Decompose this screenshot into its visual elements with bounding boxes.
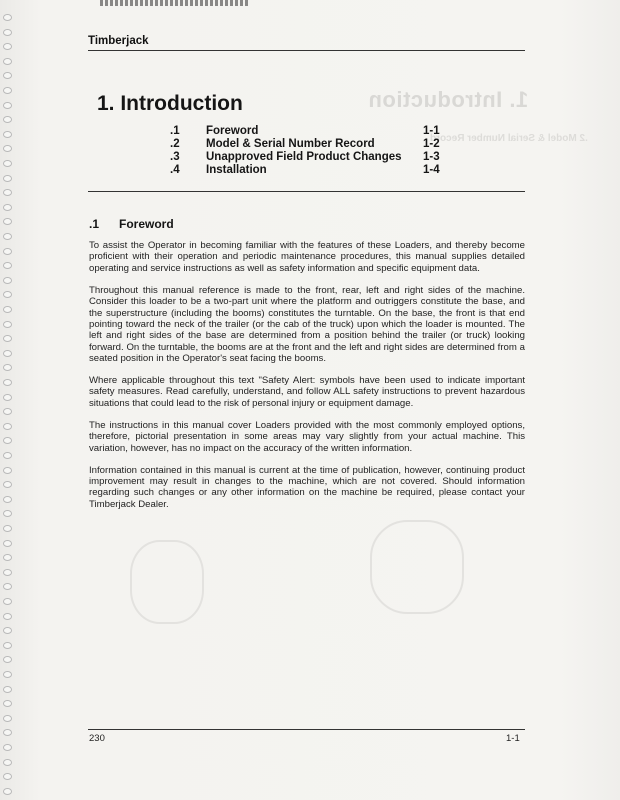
section-title: Foreword — [119, 217, 174, 231]
binder-hole — [3, 540, 12, 547]
binder-hole — [3, 729, 12, 736]
binder-hole — [3, 700, 12, 707]
binder-hole — [3, 189, 12, 196]
binder-hole — [3, 467, 12, 474]
bleed-through-heading: .2 Model & Serial Number Record — [430, 133, 588, 144]
binder-hole — [3, 394, 12, 401]
paragraph: Information contained in this manual is current at the time of publication, however, continuing product improvement may result in changes to the machine, which are not covered. Should information regarding such changes or any other information on the machine be required, please contact your Timberjack Dealer. — [89, 464, 525, 510]
toc-title: Model & Serial Number Record — [206, 138, 375, 150]
binder-hole — [3, 204, 12, 211]
toc-page: 1-4 — [423, 164, 440, 176]
toc-rule — [88, 191, 525, 192]
binder-hole — [3, 583, 12, 590]
toc-page: 1-3 — [423, 151, 440, 163]
paragraph: The instructions in this manual cover Loaders provided with the most commonly employed options, therefore, pictorial presentation in some areas may vary slightly from your actual machine. This variation, however, has no impact on the accuracy of the written information. — [89, 419, 525, 454]
binder-hole — [3, 262, 12, 269]
chapter-title: 1. Introduction — [97, 92, 243, 115]
binder-hole — [3, 510, 12, 517]
binder-hole — [3, 759, 12, 766]
binder-hole — [3, 145, 12, 152]
bleed-through-title: 1. Introduction — [368, 87, 529, 112]
paragraph: Where applicable throughout this text "Safety Alert: symbols have been used to indicate important safety measures. Read carefully, understand, and follow ALL safety instructions to prevent hazardous situations that could lead to the risk of personal injury or equipment damage. — [89, 375, 525, 409]
binder-hole — [3, 116, 12, 123]
binder-hole — [3, 43, 12, 50]
toc-number: .2 — [170, 138, 180, 150]
binder-hole — [3, 613, 12, 620]
section-number: .1 — [89, 217, 100, 231]
toc-entry — [170, 151, 520, 164]
footer-page-number: 1-1 — [506, 733, 520, 744]
binder-hole — [3, 686, 12, 693]
binder-hole — [3, 277, 12, 284]
binder-hole — [3, 598, 12, 605]
body-text — [89, 240, 525, 521]
toc-entry — [170, 125, 520, 138]
binder-hole — [3, 671, 12, 678]
table-of-contents — [170, 125, 520, 177]
binder-hole — [3, 437, 12, 444]
toc-page: 1-1 — [423, 125, 440, 137]
bleed-through-graphic — [130, 540, 204, 624]
binder-hole — [3, 14, 12, 21]
binder-hole — [3, 408, 12, 415]
binder-hole — [3, 131, 12, 138]
binder-hole — [3, 452, 12, 459]
binder-hole — [3, 569, 12, 576]
binder-hole — [3, 321, 12, 328]
toc-page: 1-2 — [423, 138, 440, 150]
binder-hole — [3, 218, 12, 225]
toc-title: Unapproved Field Product Changes — [206, 151, 402, 163]
scan-artifact — [100, 0, 250, 6]
toc-entry — [170, 138, 520, 151]
binder-hole — [3, 481, 12, 488]
toc-number: .3 — [170, 151, 180, 163]
binder-hole — [3, 233, 12, 240]
toc-number: .1 — [170, 125, 180, 137]
footer-doc-number: 230 — [89, 733, 105, 744]
binder-hole — [3, 642, 12, 649]
binder-hole — [3, 72, 12, 79]
toc-title: Foreword — [206, 125, 259, 137]
binder-hole — [3, 291, 12, 298]
toc-number: .4 — [170, 164, 180, 176]
binder-hole — [3, 656, 12, 663]
binder-hole — [3, 29, 12, 36]
binder-hole — [3, 525, 12, 532]
header-rule — [88, 50, 525, 51]
binder-hole — [3, 715, 12, 722]
binder-hole — [3, 102, 12, 109]
binder-hole — [3, 788, 12, 795]
header-brand: Timberjack — [88, 35, 149, 47]
binder-hole — [3, 379, 12, 386]
binder-hole — [3, 306, 12, 313]
binder-hole — [3, 335, 12, 342]
binder-hole — [3, 744, 12, 751]
binder-hole — [3, 175, 12, 182]
binder-hole — [3, 496, 12, 503]
bleed-through-graphic — [370, 520, 464, 614]
paragraph: To assist the Operator in becoming familiar with the features of these Loaders, and thereby become proficient with their operation and periodic maintenance procedures, this manual supplies detailed operating and service instructions as well as safety information and specific equipment data. — [89, 240, 525, 274]
toc-title: Installation — [206, 164, 267, 176]
paragraph: Throughout this manual reference is made to the front, rear, left and right sides of the machine. Consider this loader to be a two-part unit where the platform and outriggers constitute the base, and the superstructure (including the booms) constitutes the turntable. On the base, the front is that end pointing toward the neck of the trailer (or the cab of the truck) upon which the loader is mounted. The left and right sides of the base are determined from a position behind the trailer (or truck) looking forward. On the turntable, the booms are at the front and the left and right sides are determined from a seated position in the Operator's seat facing the booms. — [89, 284, 525, 365]
binder-hole — [3, 627, 12, 634]
binder-hole — [3, 160, 12, 167]
binder-hole — [3, 364, 12, 371]
binder-hole — [3, 58, 12, 65]
binder-hole — [3, 350, 12, 357]
binder-hole — [3, 248, 12, 255]
binder-hole — [3, 773, 12, 780]
footer-rule — [88, 729, 525, 730]
section-heading — [89, 217, 174, 231]
binder-hole — [3, 423, 12, 430]
toc-entry — [170, 164, 520, 177]
binder-hole — [3, 87, 12, 94]
binder-hole — [3, 554, 12, 561]
